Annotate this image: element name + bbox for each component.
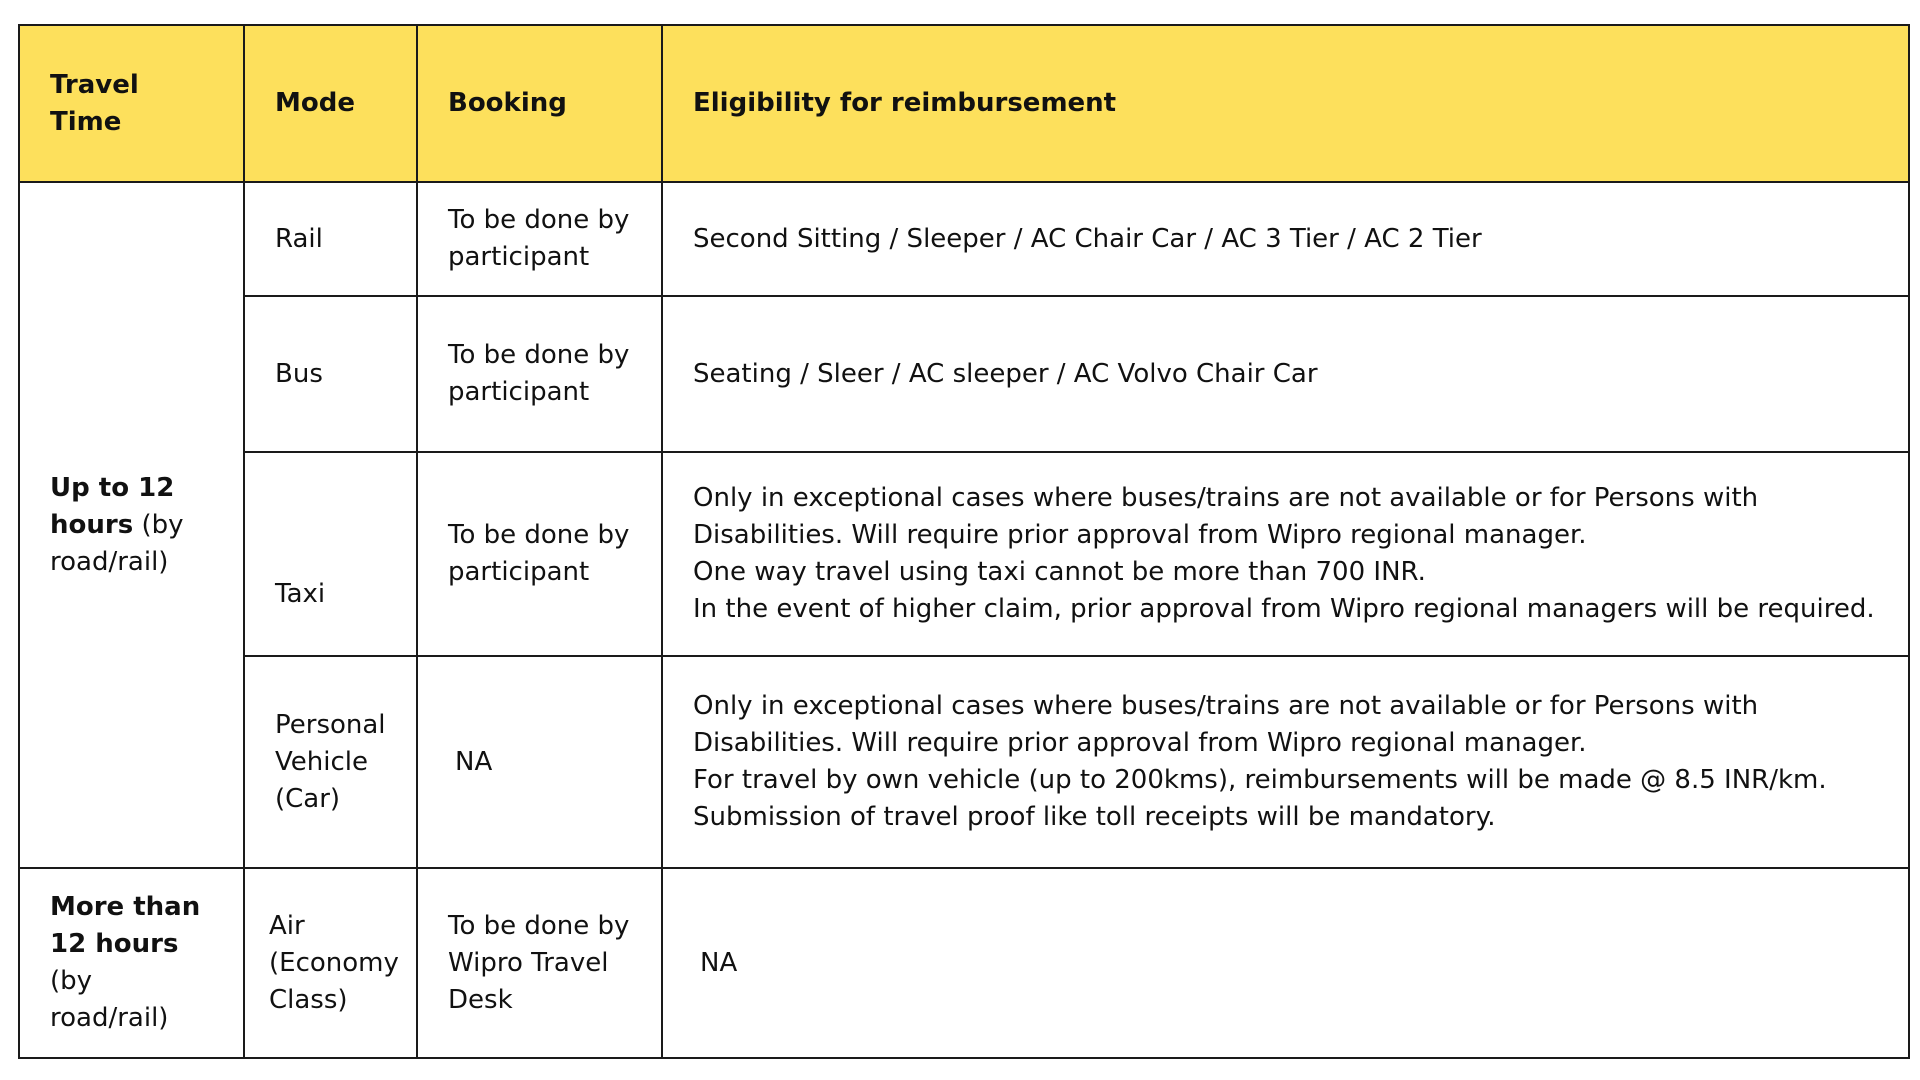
mode-cell: Air (Economy Class) <box>244 868 417 1058</box>
eligibility-line: Only in exceptional cases where buses/trains are not available or for Persons with Disabilities. Will require prior approval from Wipro regional manager. <box>693 483 1759 550</box>
booking-cell: To be done by participant <box>417 296 662 452</box>
mode-cell: Personal Vehicle (Car) <box>244 656 417 868</box>
header-travel-time: Travel Time <box>19 25 244 182</box>
eligibility-cell <box>662 656 1909 868</box>
travel-time-bold: More than 12 hours <box>50 892 201 959</box>
eligibility-cell <box>662 868 1909 1058</box>
table-row-air <box>19 868 1909 1058</box>
eligibility-cell <box>662 452 1909 656</box>
mode-cell: Taxi <box>244 452 417 656</box>
travel-time-cell-more-than-12 <box>19 868 244 1058</box>
mode-cell: Rail <box>244 182 417 296</box>
table-row-personal-vehicle <box>19 656 1909 868</box>
eligibility-line: One way travel using taxi cannot be more than 700 INR. <box>693 557 1426 587</box>
eligibility-cell <box>662 296 1909 452</box>
header-booking: Booking <box>417 25 662 182</box>
booking-cell: NA <box>417 656 662 868</box>
travel-time-rest: (by road/rail) <box>50 966 169 1033</box>
table-row-taxi <box>19 452 1909 656</box>
eligibility-cell <box>662 182 1909 296</box>
travel-reimbursement-table <box>18 24 1910 1059</box>
eligibility-line: Only in exceptional cases where buses/trains are not available or for Persons with Disabilities. Will require prior approval from Wipro regional manager. <box>693 691 1759 758</box>
reimbursement-table-container <box>18 24 1908 1059</box>
eligibility-line: Second Sitting / Sleeper / AC Chair Car / AC 3 Tier / AC 2 Tier <box>693 223 1482 254</box>
travel-time-rest: (by road/rail) <box>50 509 184 577</box>
header-mode: Mode <box>244 25 417 182</box>
eligibility-line: In the event of higher claim, prior approval from Wipro regional managers will be required. <box>693 594 1875 624</box>
travel-time-cell-up-to-12 <box>19 182 244 868</box>
table-row-rail <box>19 182 1909 296</box>
table-row-bus <box>19 296 1909 452</box>
eligibility-line: NA <box>700 947 738 978</box>
header-row <box>19 25 1909 182</box>
eligibility-line: Seating / Sleer / AC sleeper / AC Volvo Chair Car <box>693 358 1318 389</box>
travel-time-bold: Up to 12 hours <box>50 472 175 540</box>
eligibility-line: For travel by own vehicle (up to 200kms), reimbursements will be made @ 8.5 INR/km. <box>693 765 1827 795</box>
eligibility-line: Submission of travel proof like toll receipts will be mandatory. <box>693 802 1496 832</box>
mode-cell: Bus <box>244 296 417 452</box>
booking-cell: To be done by participant <box>417 182 662 296</box>
booking-cell: To be done by participant <box>417 452 662 656</box>
header-eligibility: Eligibility for reimbursement <box>662 25 1909 182</box>
booking-cell: To be done by Wipro Travel Desk <box>417 868 662 1058</box>
